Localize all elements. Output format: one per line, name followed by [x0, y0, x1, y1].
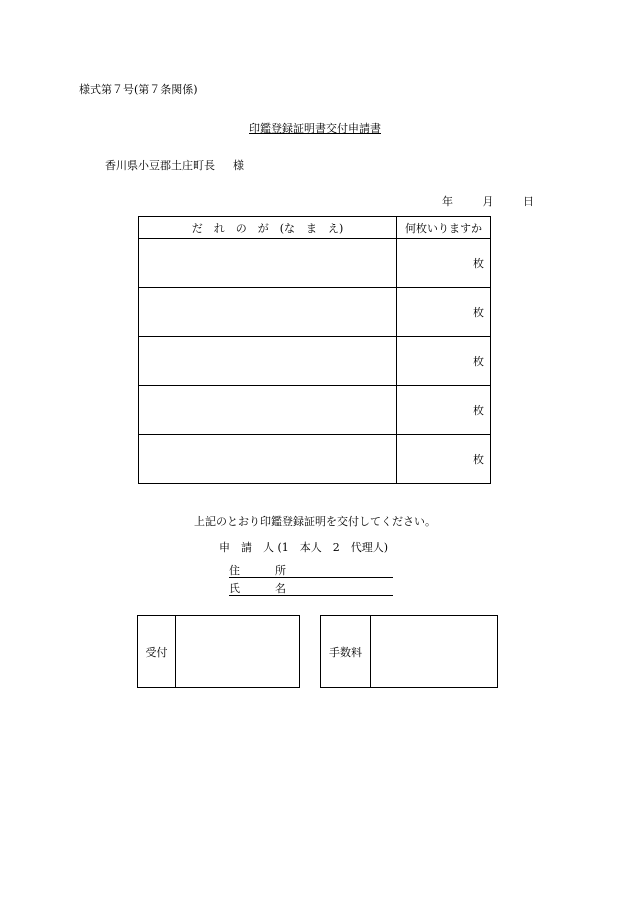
addressee-name: 香川県小豆郡土庄町長: [105, 159, 215, 172]
table-row: [139, 435, 491, 484]
date-line: [442, 193, 534, 209]
request-statement: 上記のとおり印鑑登録証明を交付してください。: [194, 515, 436, 528]
table-row: [139, 386, 491, 435]
column-header-count: 何枚いりますか: [397, 217, 491, 239]
addressee: [105, 157, 244, 173]
count-cell[interactable]: 枚: [397, 288, 491, 337]
reception-label: 受付: [138, 616, 176, 687]
form-number: 様式第７号(第７条関係): [79, 83, 198, 96]
column-header-name: だ れ の が (な ま え): [139, 217, 397, 239]
name-cell[interactable]: [139, 337, 397, 386]
document-title: 印鑑登録証明書交付申請書: [249, 122, 381, 135]
reception-box: [137, 615, 300, 688]
applicant-label: 申 請 人 (1 本人 2 代理人): [219, 541, 389, 554]
name-label-second: 名: [275, 582, 286, 595]
name-cell[interactable]: [139, 386, 397, 435]
addressee-honorific: 様: [233, 159, 244, 172]
name-cell[interactable]: [139, 288, 397, 337]
address-label-second: 所: [275, 564, 286, 577]
table-header-row: [139, 217, 491, 239]
count-cell[interactable]: 枚: [397, 239, 491, 288]
fee-stamp-area: [371, 616, 497, 687]
name-cell[interactable]: [139, 239, 397, 288]
name-cell[interactable]: [139, 435, 397, 484]
reception-stamp-area: [176, 616, 299, 687]
address-label-first: 住: [229, 564, 240, 577]
applicant-name-field[interactable]: [229, 580, 393, 596]
table-row: [139, 288, 491, 337]
fee-box: [320, 615, 498, 688]
table-row: [139, 239, 491, 288]
count-cell[interactable]: 枚: [397, 386, 491, 435]
applicant-address-field[interactable]: [229, 562, 393, 578]
date-day-label: 日: [523, 195, 534, 208]
count-cell[interactable]: 枚: [397, 435, 491, 484]
fee-label: 手数料: [321, 616, 371, 687]
name-label-first: 氏: [229, 582, 240, 595]
date-year-label: 年: [442, 195, 453, 208]
count-cell[interactable]: 枚: [397, 337, 491, 386]
date-month-label: 月: [482, 195, 494, 208]
table-row: [139, 337, 491, 386]
certificate-request-table: [138, 216, 491, 484]
